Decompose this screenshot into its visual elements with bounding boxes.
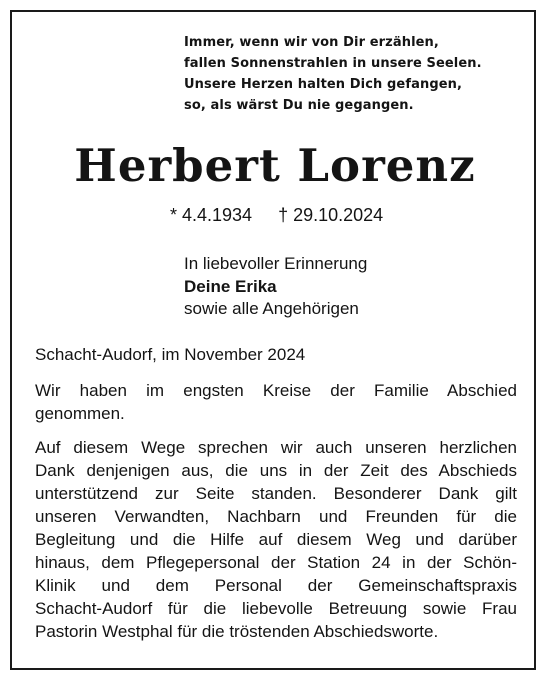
paragraph-line: Auf diesem Wege sprechen wir auch unseren herzlichen bbox=[35, 438, 517, 457]
paragraph-line: Dank denjenigen aus, die uns in der Zeit des Abschieds bbox=[35, 461, 517, 480]
poem-line: Immer, wenn wir von Dir erzählen, bbox=[184, 35, 439, 50]
paragraph-line: Begleitung und die Hilfe auf diesem Weg und darüber bbox=[35, 530, 517, 549]
memorial-poem bbox=[184, 32, 482, 116]
place-date: Schacht-Audorf, im November 2024 bbox=[35, 345, 306, 364]
paragraph-line: Wir haben im engsten Kreise der Familie Abschied bbox=[35, 381, 517, 400]
birth-date: * 4.4.1934 bbox=[170, 205, 253, 225]
mourners-block bbox=[184, 253, 367, 321]
paragraph-line: Schacht-Audorf für die liebevolle Betreuung sowie Frau bbox=[35, 599, 517, 618]
paragraph-line: unterstützend zur Seite standen. Besonderer Dank gilt bbox=[35, 484, 517, 503]
paragraph-line: genommen. bbox=[35, 404, 125, 423]
poem-line: fallen Sonnenstrahlen in unsere Seelen. bbox=[184, 56, 482, 71]
paragraph-line: unseren Verwandten, Nachbarn und Freunden für die bbox=[35, 507, 517, 526]
paragraph-line: hinaus, dem Pflegepersonal der Station 24 in der Schön- bbox=[35, 553, 517, 572]
death-date: † 29.10.2024 bbox=[278, 205, 384, 225]
deceased-name: Herbert Lorenz bbox=[74, 139, 476, 192]
farewell-paragraph bbox=[35, 379, 517, 425]
primary-mourner: Deine Erika bbox=[184, 276, 277, 296]
paragraph-line: Pastorin Westphal für die tröstenden Abschiedsworte. bbox=[35, 622, 439, 641]
paragraph-line: Klinik und dem Personal der Gemeinschaftspraxis bbox=[35, 576, 517, 595]
other-mourners: sowie alle Angehörigen bbox=[184, 299, 359, 318]
memory-intro: In liebevoller Erinnerung bbox=[184, 254, 368, 273]
life-dates bbox=[170, 203, 383, 227]
poem-line: so, als wärst Du nie gegangen. bbox=[184, 98, 414, 113]
poem-line: Unsere Herzen halten Dich gefangen, bbox=[184, 77, 463, 92]
thanks-paragraph bbox=[35, 436, 517, 643]
